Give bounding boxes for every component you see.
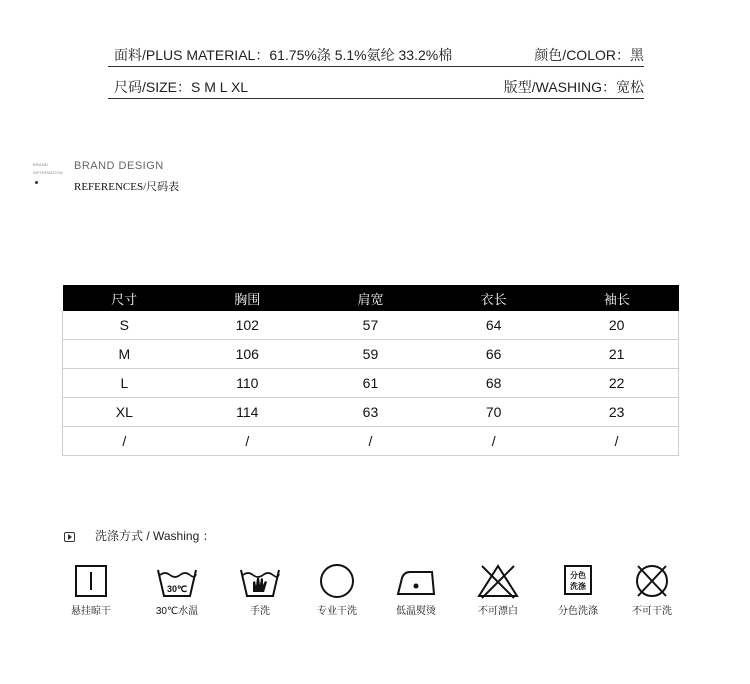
separate-wash-icon (558, 562, 598, 600)
table-cell: / (555, 427, 678, 456)
table-row (63, 340, 679, 369)
table-cell: 20 (555, 311, 678, 340)
table-row (63, 311, 679, 340)
color-info (534, 45, 644, 65)
size-value: S M L XL (191, 79, 249, 95)
care-label: 不可干洗 (632, 606, 672, 617)
table-cell: 21 (555, 340, 678, 369)
fit-value: 宽松 (616, 79, 644, 95)
table-cell: 106 (186, 340, 309, 369)
hang-dry-icon (71, 562, 111, 600)
care-dry-clean (297, 562, 377, 617)
care-label: 低温熨烫 (396, 606, 436, 617)
care-hand-wash (220, 562, 300, 617)
header-shoulder: 肩宽 (309, 285, 432, 311)
table-cell: 70 (432, 398, 555, 427)
color-label: 颜色/COLOR： (534, 47, 630, 63)
no-bleach-icon (476, 562, 520, 600)
table-cell: 114 (186, 398, 309, 427)
table-cell: 61 (309, 369, 432, 398)
care-label: 专业干洗 (317, 606, 357, 617)
color-value: 黑 (630, 47, 644, 63)
table-cell: L (63, 369, 186, 398)
care-no-bleach (458, 562, 538, 617)
table-cell: / (186, 427, 309, 456)
table-cell: 110 (186, 369, 309, 398)
care-label: 悬挂晾干 (71, 606, 111, 617)
no-dry-clean-icon (632, 562, 672, 600)
care-separate-wash (538, 562, 618, 617)
care-label: 不可漂白 (478, 606, 518, 617)
separate-text-2: 洗涤 (570, 582, 586, 591)
care-label: 分色洗涤 (558, 606, 598, 617)
header-length: 衣长 (432, 285, 555, 311)
low-iron-icon (394, 562, 438, 600)
table-cell: / (63, 427, 186, 456)
header-sleeve: 袖长 (555, 285, 678, 311)
care-label: 手洗 (250, 606, 270, 617)
size-table (62, 285, 679, 456)
fit-info (504, 77, 644, 97)
care-hang-dry (51, 562, 131, 617)
table-cell: 66 (432, 340, 555, 369)
care-label: 30℃水温 (155, 606, 199, 617)
play-marker-icon (64, 532, 75, 542)
table-cell: M (63, 340, 186, 369)
material-value: 61.75%涤 5.1%氨纶 33.2%棉 (269, 47, 453, 63)
table-header-row (63, 285, 679, 311)
washing-title: 洗涤方式 / Washing ： (95, 529, 215, 543)
table-cell: 23 (555, 398, 678, 427)
table-cell: 57 (309, 311, 432, 340)
material-info (114, 45, 452, 65)
wash-30-icon (155, 562, 199, 600)
brand-small-text: BRAND (33, 162, 49, 167)
header-size: 尺寸 (63, 285, 186, 311)
table-cell: 64 (432, 311, 555, 340)
brand-design-heading: BRAND DESIGN (74, 160, 164, 172)
size-info (114, 77, 248, 97)
header-chest: 胸围 (186, 285, 309, 311)
care-wash-30 (137, 562, 217, 617)
divider-line (108, 98, 644, 99)
table-cell: / (309, 427, 432, 456)
separate-text-1: 分色 (570, 571, 586, 580)
table-row (63, 369, 679, 398)
references-heading: REFERENCES/尺码表 (74, 181, 180, 193)
table-row (63, 398, 679, 427)
table-cell: / (432, 427, 555, 456)
table-cell: XL (63, 398, 186, 427)
table-cell: 59 (309, 340, 432, 369)
fit-label: 版型/WASHING： (503, 79, 616, 95)
divider-line (108, 66, 644, 67)
table-cell: 102 (186, 311, 309, 340)
table-cell: 68 (432, 369, 555, 398)
brand-info-small-text: INFORMATION (33, 170, 63, 175)
care-no-dry-clean (612, 562, 692, 617)
care-low-iron (376, 562, 456, 617)
size-label: 尺码/SIZE： (114, 79, 192, 95)
table-cell: S (63, 311, 186, 340)
table-row (63, 427, 679, 456)
wash-temp-text: 30℃ (166, 584, 188, 594)
bullet-dot (35, 181, 38, 184)
table-cell: 63 (309, 398, 432, 427)
table-cell: 22 (555, 369, 678, 398)
dry-clean-icon (317, 562, 357, 600)
material-label: 面料/PLUS MATERIAL： (114, 47, 270, 63)
hand-wash-icon (238, 562, 282, 600)
